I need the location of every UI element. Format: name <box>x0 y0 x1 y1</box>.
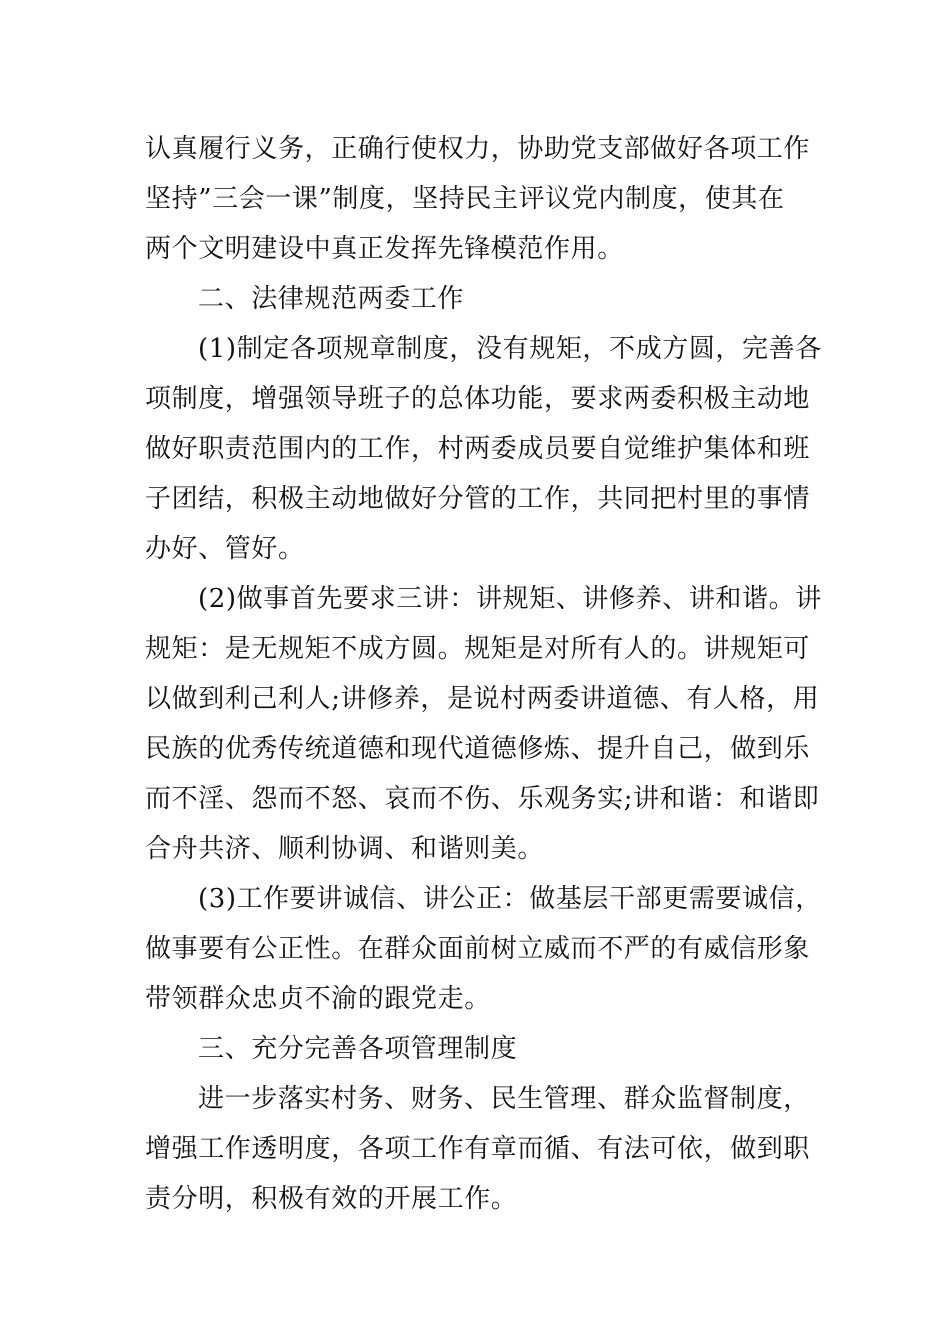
body-text-line: 民族的优秀传统道德和现代道德修炼、提升自己，做到乐 <box>145 734 811 764</box>
body-text-line: 认真履行义务，正确行使权力，协助党支部做好各项工作 <box>145 134 811 164</box>
body-text-line: 做好职责范围内的工作，村两委成员要自觉维护集体和班 <box>145 434 811 464</box>
body-text-line: 项制度，增强领导班子的总体功能，要求两委积极主动地 <box>145 384 811 414</box>
section-heading: 三、充分完善各项管理制度 <box>198 1034 518 1064</box>
body-text-line: (3)工作要讲诚信、讲公正：做基层干部更需要诚信， <box>198 884 822 914</box>
body-text-line: 责分明，积极有效的开展工作。 <box>145 1184 518 1214</box>
section-heading: 二、法律规范两委工作 <box>198 284 465 314</box>
body-text-line: 而不淫、怨而不怒、哀而不伤、乐观务实;讲和谐：和谐即 <box>145 784 820 814</box>
body-text-line: 增强工作透明度，各项工作有章而循、有法可依，做到职 <box>145 1134 811 1164</box>
body-text-line: 做事要有公正性。在群众面前树立威而不严的有威信形象 <box>145 934 811 964</box>
body-text-line: 以做到利己利人;讲修养，是说村两委讲道德、有人格，用 <box>145 684 820 714</box>
body-text-line: 合舟共济、顺利协调、和谐则美。 <box>145 834 545 864</box>
body-text-line: 办好、管好。 <box>145 534 305 564</box>
body-text-line: 子团结，积极主动地做好分管的工作，共同把村里的事情 <box>145 484 811 514</box>
body-text-line: (2)做事首先要求三讲：讲规矩、讲修养、讲和谐。讲 <box>198 584 822 614</box>
body-text-line: 进一步落实村务、财务、民生管理、群众监督制度， <box>198 1084 810 1114</box>
body-text-line: 坚持”三会一课”制度，坚持民主评议党内制度，使其在 <box>145 184 785 214</box>
body-text-line: 两个文明建设中真正发挥先锋模范作用。 <box>145 234 624 264</box>
body-text-line: 带领群众忠贞不渝的跟党走。 <box>145 984 491 1014</box>
body-text-line: 规矩：是无规矩不成方圆。规矩是对所有人的。讲规矩可 <box>145 634 811 664</box>
body-text-line: (1)制定各项规章制度，没有规矩，不成方圆，完善各 <box>198 334 822 364</box>
